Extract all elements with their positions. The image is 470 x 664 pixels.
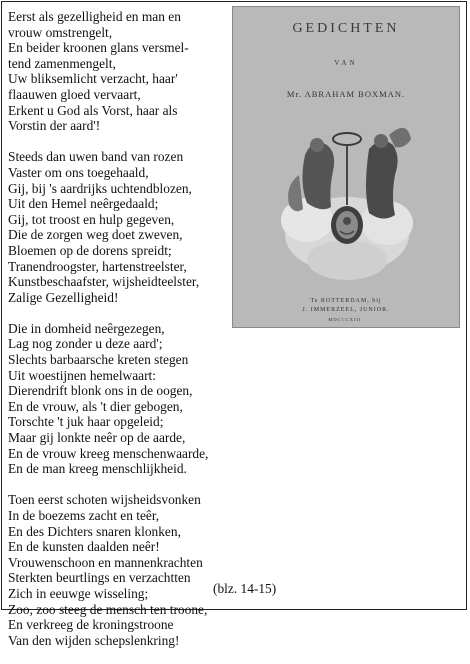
poem-line: Gij, bij 's aardrijks uchtendblozen, xyxy=(8,180,192,196)
poem-line: Steeds dan uwen band van rozen xyxy=(8,149,184,165)
poem-line: Toen eerst schoten wijsheidsvonken xyxy=(8,492,201,508)
poem-line: Van den wijden schepslenkring! xyxy=(8,632,180,648)
stanza xyxy=(8,149,228,305)
poem-line: En verkreeg de kroningstroone xyxy=(8,617,174,633)
title-page-plate xyxy=(232,6,460,328)
poem-text xyxy=(8,9,228,664)
book-author: Mr. ABRAHAM BOXMAN. xyxy=(286,89,406,99)
imprint-year: MDCCCXIII. xyxy=(328,317,364,322)
poem-line: En de vrouw kreeg menschenwaarde, xyxy=(8,445,209,461)
poem-line: Zalige Gezelligheid! xyxy=(8,289,119,305)
poem-line: Zich in eeuwge wisseling; xyxy=(8,585,149,601)
book-title: GEDICHTEN xyxy=(292,21,400,36)
poem-line: En de kunsten daalden neêr! xyxy=(8,539,160,555)
imprint-publisher: J. IMMERZEEL, JUNIOR. xyxy=(302,307,390,313)
imprint-place: Te ROTTERDAM, bij xyxy=(310,298,382,304)
poem-line: En de vrouw, als 't dier gebogen, xyxy=(8,398,183,414)
poem-line: En de man kreeg menschlijkheid. xyxy=(8,461,187,477)
poem-line: Vorstin der aard'! xyxy=(8,118,101,134)
title-van: VAN xyxy=(334,59,358,67)
poem-line: flaauwen gloed vervaart, xyxy=(8,86,141,102)
poem-line: Zoo, zoo steeg de mensch ten troone, xyxy=(8,601,208,617)
stanza xyxy=(8,492,228,648)
poem-line: Gij, tot troost en hulp gegeven, xyxy=(8,211,175,227)
poem-line: Uit den Hemel neêrgedaald; xyxy=(8,196,159,212)
poem-line: Kunstbeschaafster, wijsheidteelster, xyxy=(8,274,200,290)
poem-line: vrouw omstrengelt, xyxy=(8,24,113,40)
poem-line: Maar gij lonkte neêr op de aarde, xyxy=(8,430,186,446)
poem-line: En des Dichters snaren klonken, xyxy=(8,523,181,539)
poem-line: En beider kroonen glans versmel- xyxy=(8,40,189,56)
poem-line: Torschte 't juk haar opgeleid; xyxy=(8,414,164,430)
poem-line: Sterkten beurtlings en verzachtten xyxy=(8,570,191,586)
poem-line: Slechts barbaarsche kreten stegen xyxy=(8,352,189,368)
poem-line: In de boezems zacht en teêr, xyxy=(8,508,160,523)
poem-line: Erkent u God als Vorst, haar als xyxy=(8,102,178,118)
page-reference: (blz. 14-15) xyxy=(213,581,277,596)
poem-line: Uit woestijnen hemelwaart: xyxy=(8,367,156,383)
poem-line: Lag nog zonder u deze aard'; xyxy=(8,336,163,352)
stanza xyxy=(8,9,228,134)
poem-line: tend zamenmengelt, xyxy=(8,55,116,71)
engraved-vignette-illustration xyxy=(277,115,417,285)
poem-line: Vrouwenschoon en mannenkrachten xyxy=(8,554,203,570)
poem-line: Bloemen op de dorens spreidt; xyxy=(8,242,172,258)
poem-line: Die in domheid neêrgezegen, xyxy=(8,320,165,336)
poem-line: Eerst als gezelligheid en man en xyxy=(8,9,181,24)
poem-line: Die de zorgen weg doet zweven, xyxy=(8,227,183,243)
poem-line: Tranendroogster, hartenstreelster, xyxy=(8,258,187,274)
stanza xyxy=(8,321,228,477)
poem-line: Uw bliksemlicht verzacht, haar' xyxy=(8,71,178,87)
poem-line: Dierendrift blonk ons in de oogen, xyxy=(8,383,193,399)
poem-line: Vaster om ons toegehaald, xyxy=(8,164,149,180)
